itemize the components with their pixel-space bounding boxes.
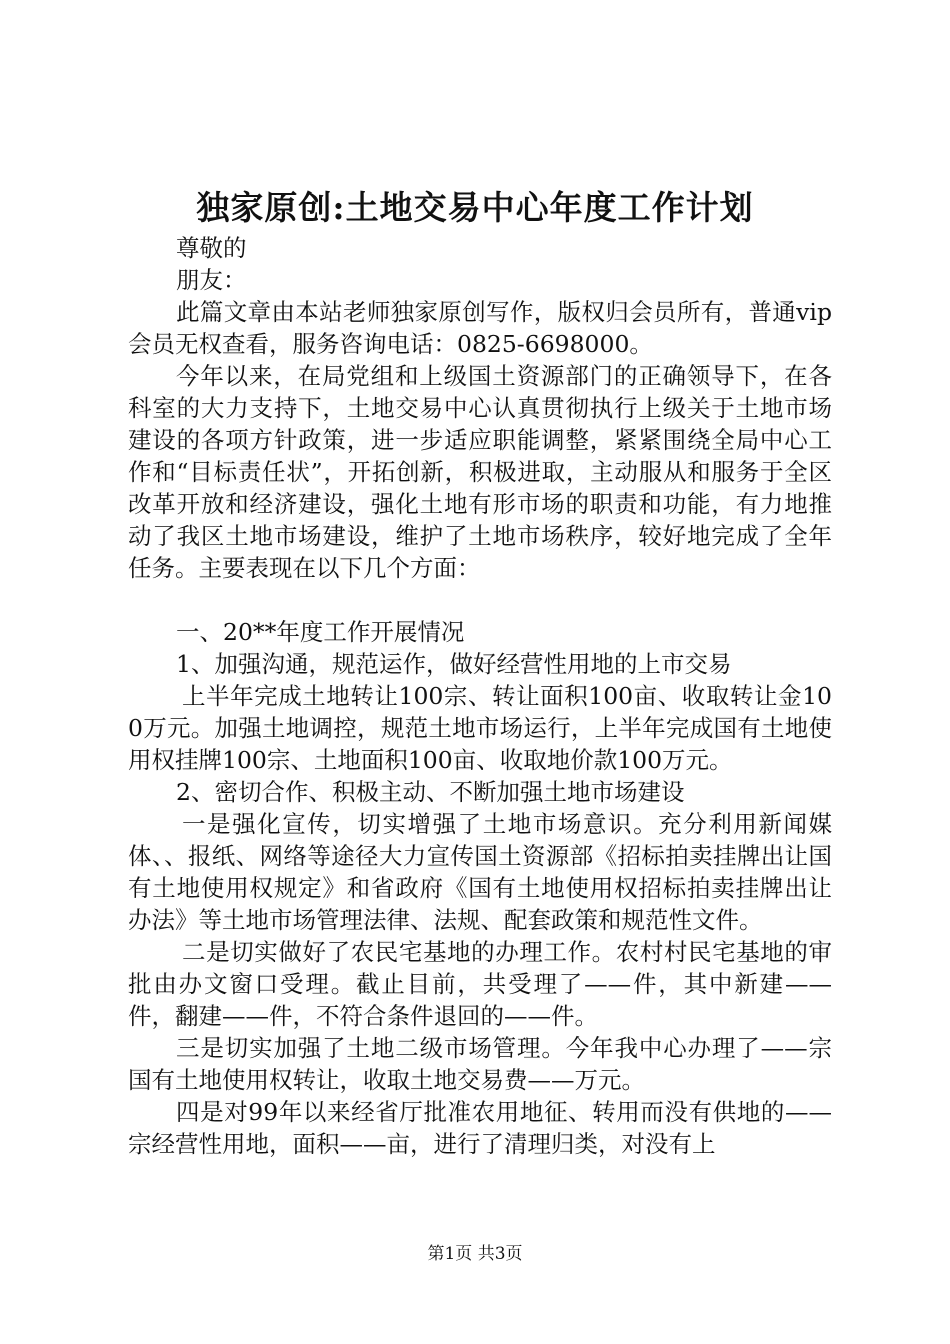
copyright-notice: 此篇文章由本站老师独家原创写作，版权归会员所有，普通vip会员无权查看，服务咨询电话：0825-6698000。: [128, 298, 832, 358]
salutation-line-1: 尊敬的: [176, 234, 247, 262]
salutation-line-2: 朋友：: [176, 266, 247, 294]
section-1-heading: 一、20**年度工作开展情况: [176, 618, 465, 646]
item-2-heading: 2、密切合作、积极主动、不断加强土地市场建设: [176, 778, 685, 806]
page-number: 第1页 共3页: [427, 1244, 523, 1264]
document-title: 独家原创:土地交易中心年度工作计划: [196, 188, 754, 227]
item-2-point-2: 二是切实做好了农民宅基地的办理工作。农村村民宅基地的审批由办文窗口受理。截止目前，共受理了——件，其中新建——件，翻建——件，不符合条件退回的——件。: [128, 938, 832, 1030]
item-1-heading: 1、加强沟通，规范运作，做好经营性用地的上市交易: [176, 650, 732, 678]
item-2-point-1: 一是强化宣传，切实增强了土地市场意识。充分利用新闻媒体、、报纸、网络等途径大力宣传国土资源部《招标拍卖挂牌出让国有土地使用权规定》和省政府《国有土地使用权招标拍卖挂牌出让办法》等土地市场管理法律、法规、配套政策和规范性文件。: [128, 810, 832, 934]
item-1-body: 上半年完成土地转让100宗、转让面积100亩、收取转让金100万元。加强土地调控，规范土地市场运行，上半年完成国有土地使用权挂牌100宗、土地面积100亩、收取地价款100万元。: [128, 682, 832, 774]
document-body: [128, 232, 832, 1160]
intro-paragraph: 今年以来，在局党组和上级国土资源部门的正确领导下，在各科室的大力支持下，土地交易中心认真贯彻执行上级关于土地市场建设的各项方针政策，进一步适应职能调整，紧紧围绕全局中心工作和“目标责任状”，开拓创新，积极进取，主动服从和服务于全区改革开放和经济建设，强化土地有形市场的职责和功能，有力地推动了我区土地市场建设，维护了土地市场秩序，较好地完成了全年任务。主要表现在以下几个方面：: [128, 362, 832, 582]
item-2-point-4: 四是对99年以来经省厅批准农用地征、转用而没有供地的——宗经营性用地，面积——亩，进行了清理归类，对没有上: [128, 1098, 832, 1158]
item-2-point-3: 三是切实加强了土地二级市场管理。今年我中心办理了——宗国有土地使用权转让，收取土地交易费——万元。: [128, 1034, 832, 1094]
